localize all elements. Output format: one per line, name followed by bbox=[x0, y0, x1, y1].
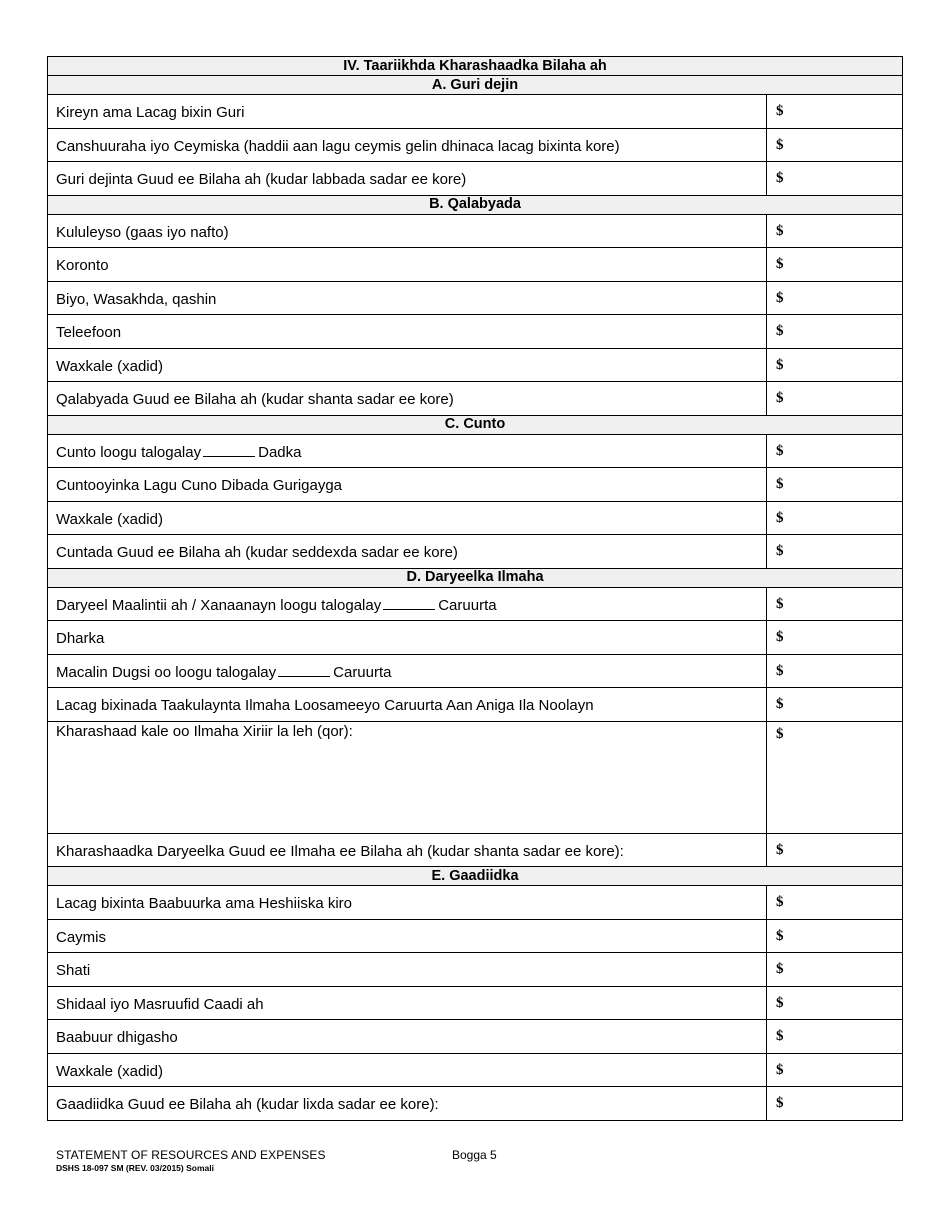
item-label: Guri dejinta Guud ee Bilaha ah (kudar labbada sadar ee kore) bbox=[48, 162, 767, 196]
amount-field[interactable]: $ bbox=[766, 315, 902, 349]
amount-field[interactable]: $ bbox=[766, 721, 902, 833]
item-label: Kireyn ama Lacag bixin Guri bbox=[48, 95, 767, 129]
item-label-prefix: Daryeel Maalintii ah / Xanaanayn loogu talogalay bbox=[56, 596, 382, 614]
item-label bbox=[48, 434, 767, 468]
item-label: Canshuuraha iyo Ceymiska (haddii aan lagu ceymis gelin dhinaca lacag bixinta kore) bbox=[48, 128, 767, 162]
amount-field[interactable]: $ bbox=[766, 886, 902, 920]
amount-field[interactable]: $ bbox=[766, 382, 902, 416]
amount-field[interactable]: $ bbox=[766, 953, 902, 987]
amount-field[interactable]: $ bbox=[766, 214, 902, 248]
item-label: Kululeyso (gaas iyo nafto) bbox=[48, 214, 767, 248]
item-label: Lacag bixinta Baabuurka ama Heshiiska kiro bbox=[48, 886, 767, 920]
amount-field[interactable]: $ bbox=[766, 248, 902, 282]
item-label: Koronto bbox=[48, 248, 767, 282]
amount-field[interactable]: $ bbox=[766, 434, 902, 468]
item-label: Teleefoon bbox=[48, 315, 767, 349]
amount-field[interactable]: $ bbox=[766, 1087, 902, 1121]
item-label: Gaadiidka Guud ee Bilaha ah (kudar lixda sadar ee kore): bbox=[48, 1087, 767, 1121]
page-number: Bogga 5 bbox=[452, 1148, 497, 1162]
people-count-blank[interactable] bbox=[203, 444, 255, 457]
item-label: Kharashaadka Daryeelka Guud ee Ilmaha ee Bilaha ah (kudar shanta sadar ee kore): bbox=[48, 833, 767, 867]
amount-field[interactable]: $ bbox=[766, 128, 902, 162]
amount-field[interactable]: $ bbox=[766, 688, 902, 722]
item-label: Caymis bbox=[48, 919, 767, 953]
children-count-blank[interactable] bbox=[278, 664, 330, 677]
item-label: Cuntooyinka Lagu Cuno Dibada Gurigayga bbox=[48, 468, 767, 502]
item-label-suffix: Caruurta bbox=[333, 663, 392, 681]
item-label-prefix: Cunto loogu talogalay bbox=[56, 443, 202, 461]
item-label bbox=[48, 587, 767, 621]
item-label: Qalabyada Guud ee Bilaha ah (kudar shanta sadar ee kore) bbox=[48, 382, 767, 416]
item-label: Shidaal iyo Masruufid Caadi ah bbox=[48, 986, 767, 1020]
amount-field[interactable]: $ bbox=[766, 986, 902, 1020]
section-c-header: C. Cunto bbox=[48, 415, 903, 434]
amount-field[interactable]: $ bbox=[766, 1053, 902, 1087]
footer-form-title: STATEMENT OF RESOURCES AND EXPENSES bbox=[56, 1148, 326, 1162]
item-label-prefix: Macalin Dugsi oo loogu talogalay bbox=[56, 663, 277, 681]
item-label: Waxkale (xadid) bbox=[48, 1053, 767, 1087]
section-a-header: A. Guri dejin bbox=[48, 76, 903, 95]
amount-field[interactable]: $ bbox=[766, 654, 902, 688]
table-title: IV. Taariikhda Kharashaadka Bilaha ah bbox=[48, 57, 903, 76]
item-label: Shati bbox=[48, 953, 767, 987]
amount-field[interactable]: $ bbox=[766, 468, 902, 502]
footer-form-code: DSHS 18-097 SM (REV. 03/2015) Somali bbox=[56, 1163, 214, 1173]
item-label-suffix: Dadka bbox=[258, 443, 302, 461]
item-label-suffix: Caruurta bbox=[438, 596, 497, 614]
section-b-header: B. Qalabyada bbox=[48, 195, 903, 214]
amount-field[interactable]: $ bbox=[766, 919, 902, 953]
section-e-header: E. Gaadiidka bbox=[48, 867, 903, 886]
item-label: Dharka bbox=[48, 621, 767, 655]
item-label: Cuntada Guud ee Bilaha ah (kudar seddexda sadar ee kore) bbox=[48, 535, 767, 569]
section-d-header: D. Daryeelka Ilmaha bbox=[48, 568, 903, 587]
amount-field[interactable]: $ bbox=[766, 621, 902, 655]
item-label: Baabuur dhigasho bbox=[48, 1020, 767, 1054]
amount-field[interactable]: $ bbox=[766, 162, 902, 196]
item-label: Waxkale (xadid) bbox=[48, 501, 767, 535]
children-count-blank[interactable] bbox=[383, 597, 435, 610]
amount-field[interactable]: $ bbox=[766, 587, 902, 621]
item-label bbox=[48, 654, 767, 688]
other-expenses-field[interactable]: Kharashaad kale oo Ilmaha Xiriir la leh (qor): bbox=[48, 721, 767, 833]
amount-field[interactable]: $ bbox=[766, 348, 902, 382]
footer bbox=[56, 1148, 326, 1173]
amount-field[interactable]: $ bbox=[766, 833, 902, 867]
amount-field[interactable]: $ bbox=[766, 95, 902, 129]
amount-field[interactable]: $ bbox=[766, 1020, 902, 1054]
item-label: Lacag bixinada Taakulaynta Ilmaha Loosameeyo Caruurta Aan Aniga Ila Noolayn bbox=[48, 688, 767, 722]
item-label: Waxkale (xadid) bbox=[48, 348, 767, 382]
amount-field[interactable]: $ bbox=[766, 281, 902, 315]
amount-field[interactable]: $ bbox=[766, 535, 902, 569]
monthly-expenses-table bbox=[47, 56, 903, 1121]
item-label: Biyo, Wasakhda, qashin bbox=[48, 281, 767, 315]
amount-field[interactable]: $ bbox=[766, 501, 902, 535]
